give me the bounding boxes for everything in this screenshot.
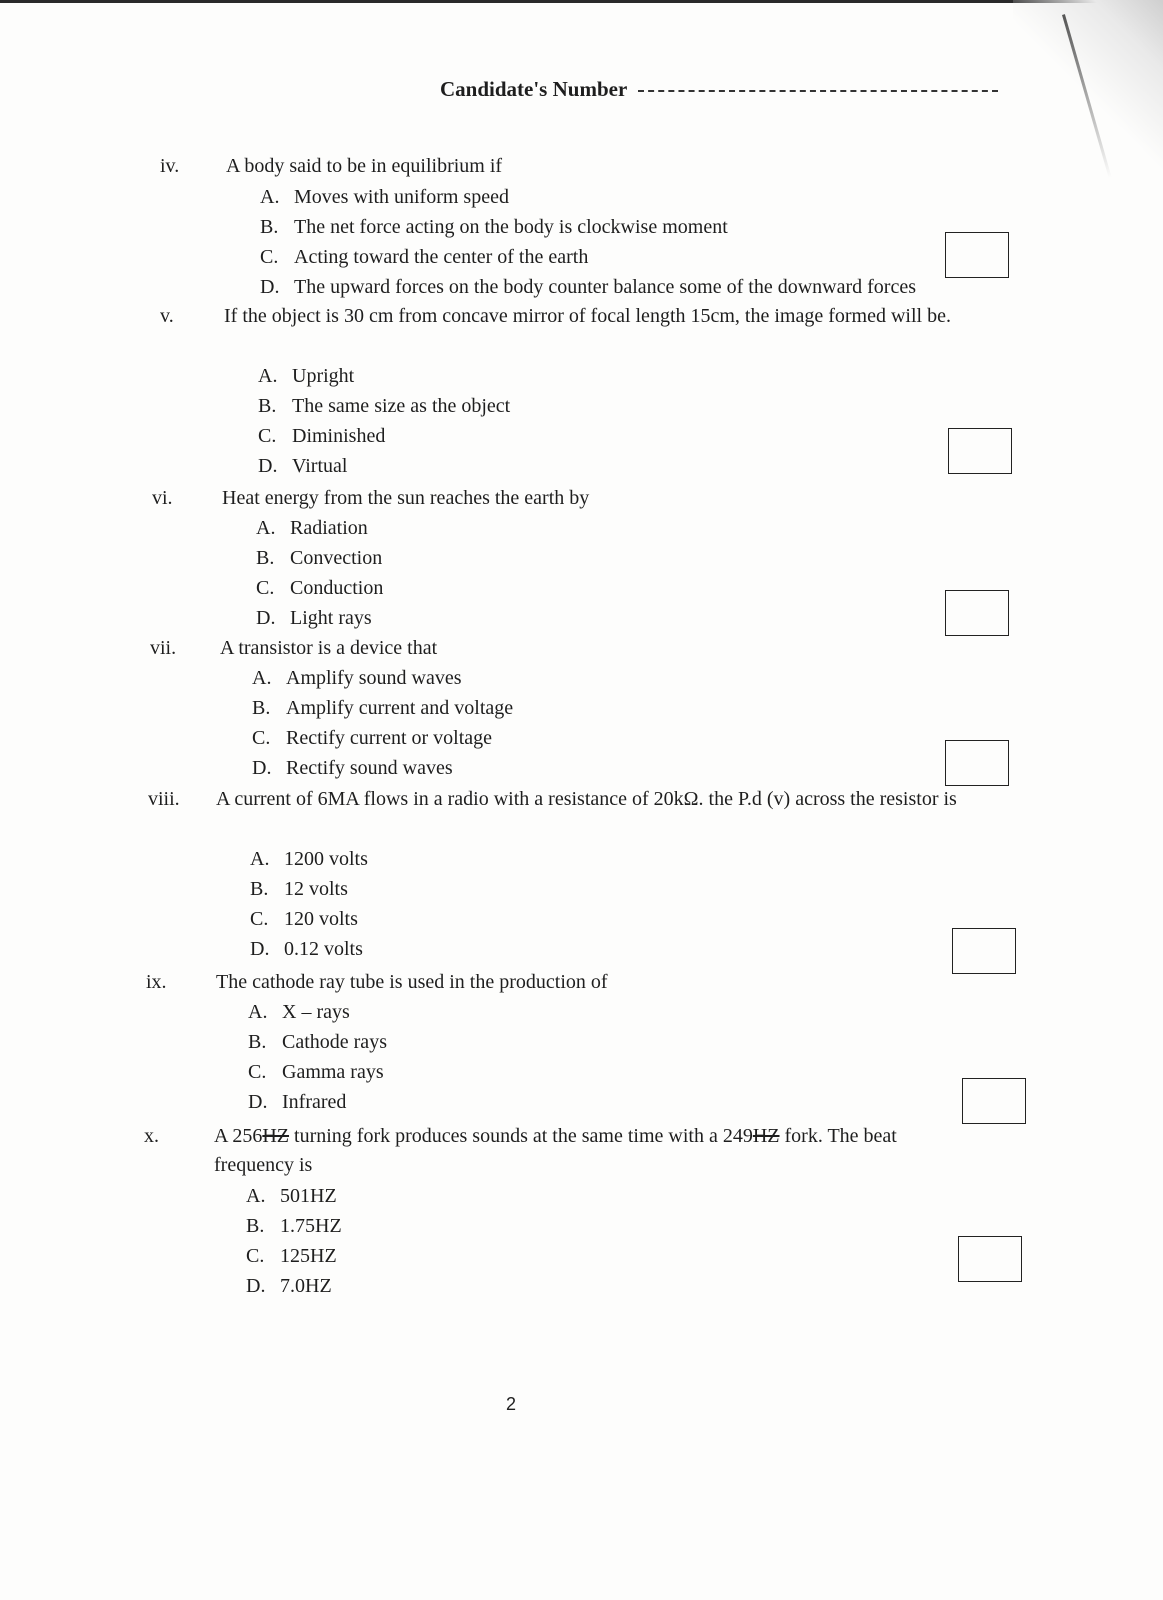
option-c: C. 125HZ xyxy=(246,1245,337,1267)
question-stem: A current of 6MA flows in a radio with a resistance of 20kΩ. the P.d (v) across the resistor is xyxy=(216,788,957,810)
option-a: A. Radiation xyxy=(256,517,368,539)
candidate-number-field xyxy=(440,77,998,102)
option-d: D. Virtual xyxy=(258,455,348,477)
question-stem: A body said to be in equilibrium if xyxy=(226,155,503,177)
question-number: v. xyxy=(160,305,174,327)
option-b: B. The same size as the object xyxy=(258,395,511,417)
answer-box-vii[interactable] xyxy=(945,740,1009,786)
question-ix xyxy=(146,968,1006,1118)
page-number: 2 xyxy=(506,1394,517,1414)
option-list xyxy=(248,998,387,1118)
question-number: vi. xyxy=(152,487,173,509)
candidate-number-label: Candidate's Number xyxy=(440,77,627,101)
option-c: C. Acting toward the center of the earth xyxy=(260,246,589,268)
question-v xyxy=(160,302,1020,482)
option-d: D. 0.12 volts xyxy=(250,938,363,960)
option-list xyxy=(256,514,383,634)
question-stem: A 256HZ turning fork produces sounds at the same time with a 249HZ fork. The beat frequency is xyxy=(214,1125,897,1176)
option-d: D. 7.0HZ xyxy=(246,1275,332,1297)
option-a: A. Amplify sound waves xyxy=(252,667,462,689)
question-iv xyxy=(160,152,1020,302)
option-d: D. Infrared xyxy=(248,1091,347,1113)
struck-unit: HZ xyxy=(262,1125,290,1147)
option-c: C. Conduction xyxy=(256,577,384,599)
option-list xyxy=(250,845,368,965)
question-number: vii. xyxy=(150,637,177,659)
option-list xyxy=(252,664,513,784)
option-c: C. 120 volts xyxy=(250,908,358,930)
option-b: B. Amplify current and voltage xyxy=(252,697,514,719)
option-b: B. Convection xyxy=(256,547,383,569)
option-a: A. Moves with uniform speed xyxy=(260,186,509,208)
question-stem: A transistor is a device that xyxy=(220,637,438,659)
option-c: C. Diminished xyxy=(258,425,386,447)
answer-box-v[interactable] xyxy=(948,428,1012,474)
option-b: B. Cathode rays xyxy=(248,1031,387,1053)
option-d: D. Rectify sound waves xyxy=(252,757,453,779)
question-stem: The cathode ray tube is used in the production of xyxy=(216,971,608,993)
question-stem: If the object is 30 cm from concave mirror of focal length 15cm, the image formed will be. xyxy=(224,305,951,327)
question-stem: Heat energy from the sun reaches the earth by xyxy=(222,487,590,509)
option-c: C. Rectify current or voltage xyxy=(252,727,493,749)
answer-box-ix[interactable] xyxy=(962,1078,1026,1124)
page-corner-fold xyxy=(1013,0,1163,230)
option-list xyxy=(260,183,916,303)
question-number: x. xyxy=(144,1125,159,1147)
answer-box-x[interactable] xyxy=(958,1236,1022,1282)
option-a: A. 501HZ xyxy=(246,1185,337,1207)
question-number: ix. xyxy=(146,971,167,993)
struck-unit: HZ xyxy=(752,1125,780,1147)
option-a: A. X – rays xyxy=(248,1001,350,1023)
option-d: D. Light rays xyxy=(256,607,372,629)
question-viii xyxy=(148,785,1008,965)
question-vi xyxy=(152,484,1012,634)
question-number: viii. xyxy=(148,788,180,810)
option-b: B. 1.75HZ xyxy=(246,1215,342,1237)
option-a: A. 1200 volts xyxy=(250,848,368,870)
candidate-number-blank-line[interactable] xyxy=(638,90,998,92)
option-c: C. Gamma rays xyxy=(248,1061,384,1083)
option-a: A. Upright xyxy=(258,365,355,387)
answer-box-vi[interactable] xyxy=(945,590,1009,636)
option-list xyxy=(258,362,510,482)
page-top-edge xyxy=(0,0,1163,3)
option-b: B. 12 volts xyxy=(250,878,348,900)
option-d: D. The upward forces on the body counter balance some of the downward forces xyxy=(260,276,916,298)
answer-box-iv[interactable] xyxy=(945,232,1009,278)
question-x xyxy=(144,1122,1004,1302)
option-b: B. The net force acting on the body is clockwise moment xyxy=(260,216,728,238)
question-number: iv. xyxy=(160,155,180,177)
question-vii xyxy=(150,634,1010,784)
option-list xyxy=(246,1182,342,1302)
